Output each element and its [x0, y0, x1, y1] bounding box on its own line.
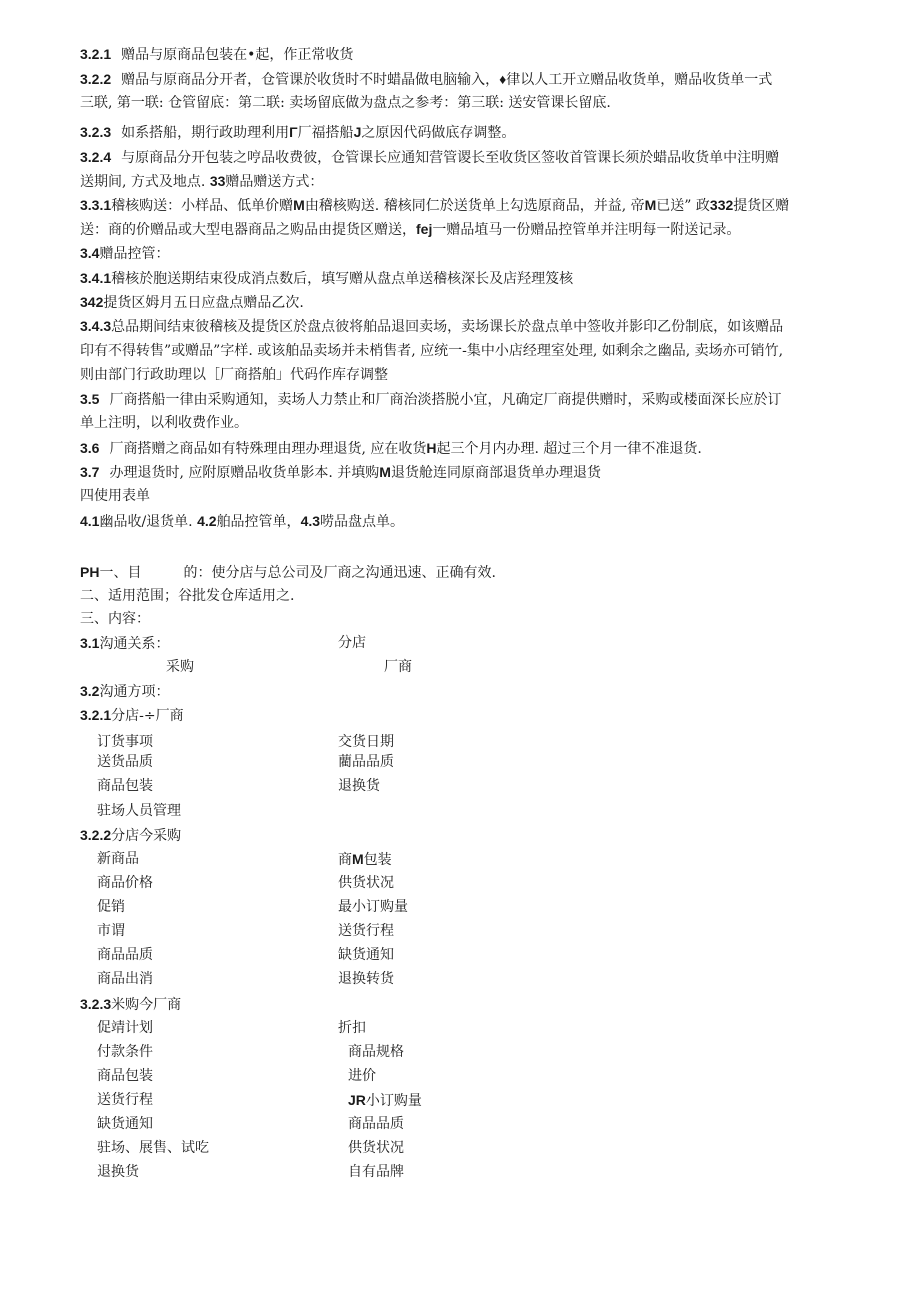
s3-1-vendor: 厂商 — [384, 659, 412, 675]
list-item: 市谓 — [97, 923, 125, 939]
section-4-heading: 四使用表单 — [80, 488, 150, 504]
para-3-4-3-line3: 则由部门行政助理以［厂商搭舶」代码作库存调整 — [80, 367, 388, 383]
para-3-4-3-line2: 印有不得转售”或赠品”字样. 或该舶品卖场并未梢售者, 应统一-集中小店经理室处理, 如剩余之幽品, 卖场亦可销竹, — [80, 343, 784, 359]
s3-2-heading: 3.2沟通方项： — [80, 683, 170, 700]
para-3-2-3: 3.2.3 如系搭船，期行政助理利用Γ厂福搭船J之原因代码做底存调整。 — [80, 124, 516, 141]
para-3-3-1: 3.3.1稽核购送：小样品、低单价赠M由稽核购送. 稽核同仁於送货单上勾选原商品，并益, 帝M已送” 政332提货区赠 — [80, 197, 790, 214]
list-item: 交货日期 — [338, 734, 394, 750]
list-item: 自有品牌 — [348, 1164, 404, 1180]
list-item: 送货行程 — [338, 923, 394, 939]
list-item: 商品价格 — [97, 875, 153, 891]
list-item: 驻场人员管理 — [97, 803, 181, 819]
list-item: 送货品质 — [97, 754, 153, 770]
list-item: 商品包装 — [97, 778, 153, 794]
para-3-5: 3.5 厂商搭船一律由采购通知，卖场人力禁止和厂商治淡搭脱小宜，凡确定厂商提供赠时，采购或楼面深长应於订 — [80, 391, 782, 408]
list-item: 缺货通知 — [97, 1116, 153, 1132]
list-item: 商品出消 — [97, 971, 153, 987]
list-item: 退换转货 — [338, 971, 394, 987]
para-3-5-line2: 单上注明，以利收费作业。 — [80, 415, 248, 431]
para-3-4: 3.4赠品控管： — [80, 245, 170, 262]
list-item: 新商品 — [97, 851, 139, 867]
s3-2-2-heading: 3.2.2分店今采购 — [80, 827, 182, 844]
list-item: 商品品质 — [348, 1116, 404, 1132]
list-item: 送货行程 — [97, 1092, 153, 1108]
s3-1-heading: 3.1沟通关系： — [80, 635, 170, 652]
list-item: 付款条件 — [97, 1044, 153, 1060]
list-item: 商品品质 — [97, 947, 153, 963]
purpose-line: PH一、目 的：使分店与总公司及厂商之沟通迅速、正确有效. — [80, 564, 496, 581]
para-3-4-2: 342提货区姆月五日应盘点赠品乙次. — [80, 294, 304, 311]
list-item: 商品规格 — [348, 1044, 404, 1060]
s3-2-3-heading: 3.2.3米购今厂商 — [80, 996, 182, 1013]
list-item: 供货状况 — [338, 875, 394, 891]
list-item: 最小订购量 — [338, 899, 408, 915]
list-item: 藺品品质 — [338, 754, 394, 770]
list-item: 供货状况 — [348, 1140, 404, 1156]
s3-1-branch: 分店 — [338, 635, 366, 651]
list-item: 退换货 — [338, 778, 380, 794]
scope-line: 二、适用范围；谷批发仓库适用之. — [80, 588, 295, 604]
para-3-2-2-line2: 三联, 第一联: 仓管留底：第二联: 卖场留底做为盘点之参考：第三联: 送安管课长留底. — [80, 95, 611, 111]
para-3-2-4: 3.2.4 与原商品分开包装之哼品收费彼，仓管课长应通知营管谡长至收货区签收首管课长须於蜡品收货单中注明赠 — [80, 149, 780, 166]
para-3-2-4-line2: 送期间, 方式及地点. 33赠品赠送方式： — [80, 173, 324, 190]
list-item: 驻场、展售、试吃 — [97, 1140, 209, 1156]
para-3-2-1: 3.2.1 赠品与原商品包装在•起，作正常收货 — [80, 46, 354, 63]
para-3-4-3: 3.4.3总品期间结束彼稽核及提货区於盘点彼将舶品退回卖场，卖场课长於盘点单中签收并影印乙份制底，如该赠品 — [80, 318, 784, 335]
para-3-3-1-line2: 送：商的价赠品或大型电器商品之购品由提货区赠送，fej一赠品埴马一份赠品控管单并注明每一附送记录。 — [80, 221, 741, 238]
list-item: 订货事项 — [97, 734, 153, 750]
s3-1-purchasing: 采购 — [166, 659, 194, 675]
para-3-2-2: 3.2.2 赠品与原商品分开者，仓管课於收货时不时蜡晶做电脑输入，♦律以人工开立赠品收货单，赠品收货单一式 — [80, 71, 773, 88]
list-item: 促销 — [97, 899, 125, 915]
list-item: 商品包装 — [97, 1068, 153, 1084]
content-heading: 三、内容： — [80, 611, 150, 627]
list-item: 商M包装 — [338, 851, 392, 868]
para-3-7: 3.7 办理退货时, 应附原赠品收货单影本. 并填购M退货舱连同原商部退货单办理退货 — [80, 464, 601, 481]
diamond-glyph: ♦ — [499, 71, 507, 87]
para-3-6: 3.6 厂商搭赠之商品如有特殊理由理办理退货, 应在收货H起三个月内办理. 超过三个月一律不准退货. — [80, 440, 702, 457]
para-3-4-1: 3.4.1稽核於胞送期结束役成消点数后，填写赠从盘点单送稽核深长及店羟理笈核 — [80, 270, 574, 287]
list-item: 折扣 — [338, 1020, 366, 1036]
s3-2-1-heading: 3.2.1分店-÷厂商 — [80, 707, 184, 724]
list-item: JR小订购量 — [348, 1092, 422, 1109]
list-item: 退换货 — [97, 1164, 139, 1180]
list-item: 缺货通知 — [338, 947, 394, 963]
list-item: 促靖计划 — [97, 1020, 153, 1036]
list-item: 进价 — [348, 1068, 376, 1084]
section-4-forms: 4.1幽品收/退货单. 4.2舶品控管单，4.3唠品盘点单。 — [80, 513, 405, 530]
